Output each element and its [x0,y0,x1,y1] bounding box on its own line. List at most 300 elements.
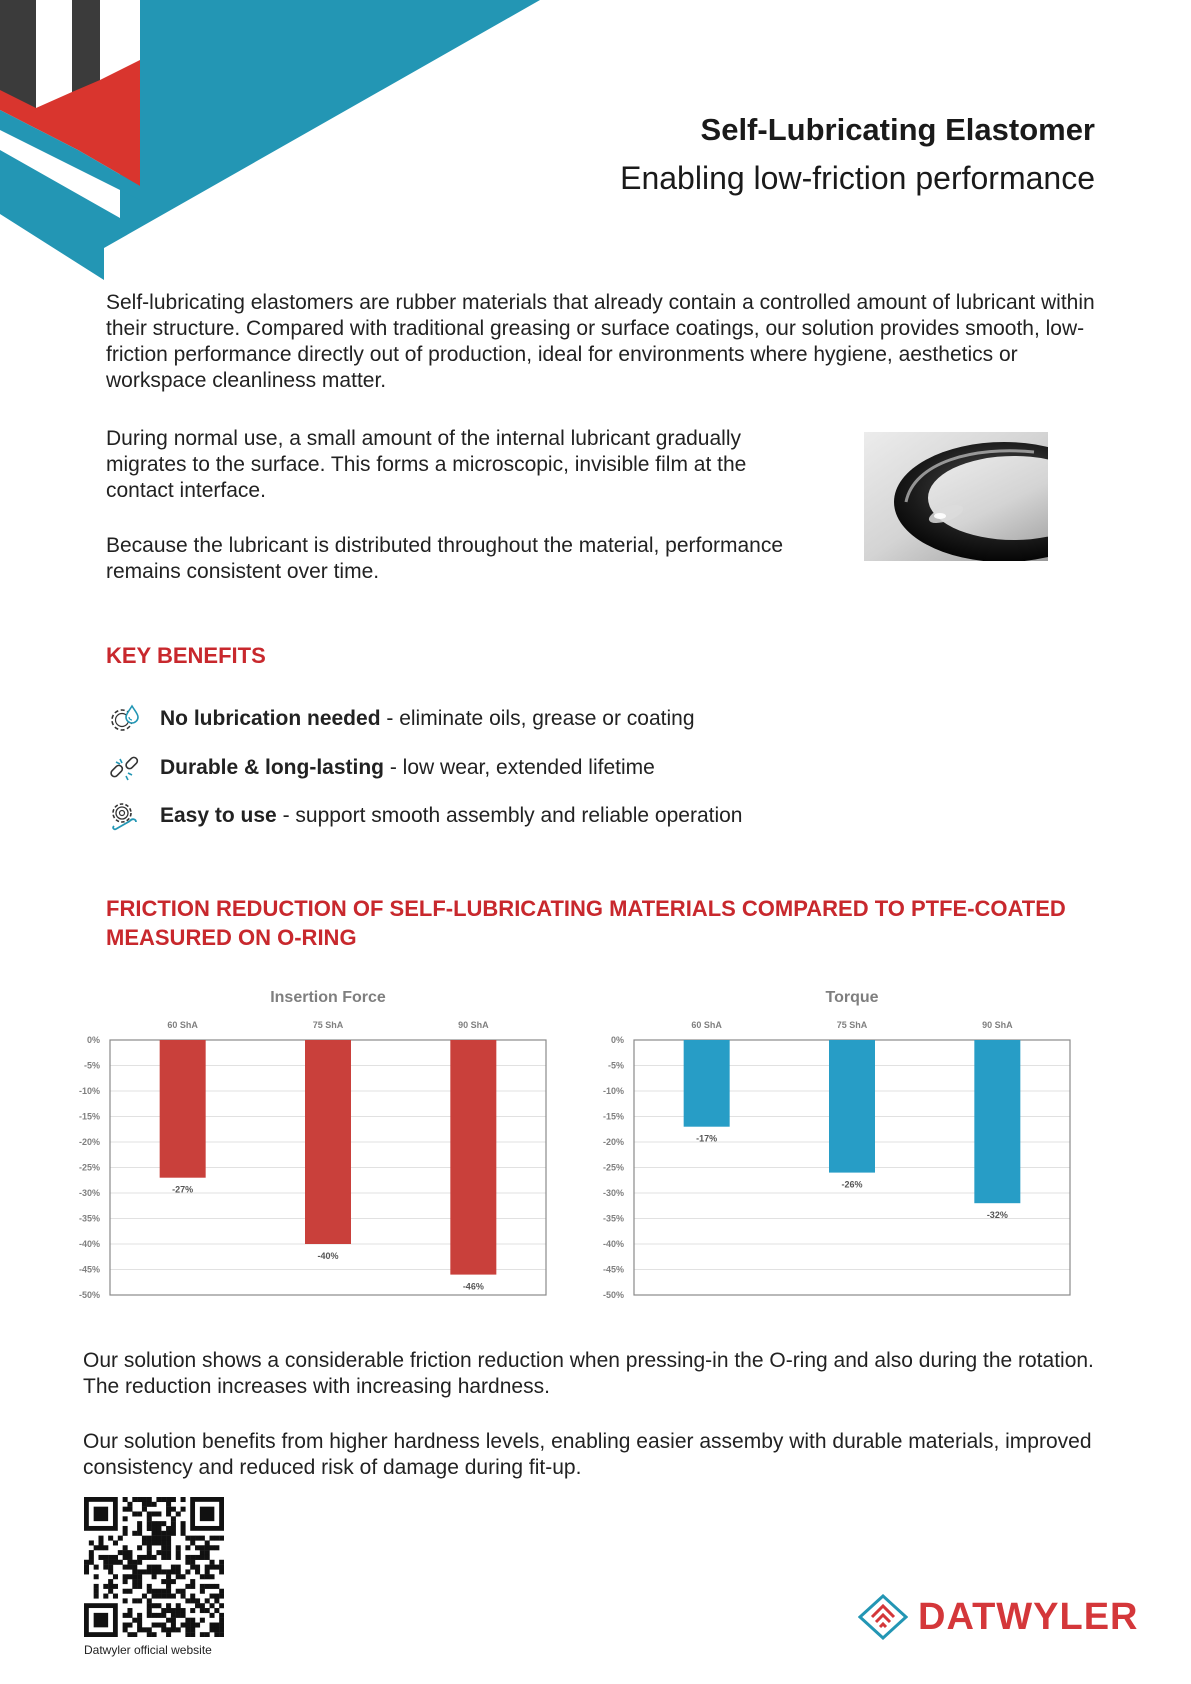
qr-module [156,1521,161,1526]
qr-module [147,1608,152,1613]
qr-module [176,1574,181,1579]
qr-module [185,1560,190,1565]
qr-module [166,1497,171,1502]
y-tick-label: 0% [86,1035,100,1045]
qr-module [152,1511,157,1516]
qr-module [181,1613,186,1618]
qr-module [147,1613,152,1618]
qr-module [152,1531,157,1536]
qr-module [147,1516,152,1521]
qr-module [171,1531,176,1536]
qr-module [156,1569,161,1574]
qr-module [176,1545,181,1550]
qr-module [142,1502,147,1507]
qr-module [123,1497,128,1502]
qr-module [152,1613,157,1618]
qr-module [176,1565,181,1570]
qr-module [171,1521,176,1526]
qr-module [181,1574,186,1579]
qr-module [147,1550,152,1555]
qr-module [137,1623,142,1628]
qr-module [127,1623,132,1628]
qr-module [166,1594,171,1599]
qr-module [166,1579,171,1584]
qr-module [190,1565,195,1570]
consistency-paragraph: Because the lubricant is distributed throughout the material, performance remains consistent over time. [106,534,784,583]
qr-module [113,1574,118,1579]
qr-module [152,1521,157,1526]
qr-module [137,1526,142,1531]
qr-module [89,1560,94,1565]
qr-module [152,1589,157,1594]
qr-module [123,1531,128,1536]
qr-module [156,1589,161,1594]
qr-module [152,1502,157,1507]
qr-module [200,1589,205,1594]
qr-module [137,1613,142,1618]
qr-module [84,1560,89,1565]
qr-module [166,1502,171,1507]
qr-module [214,1584,219,1589]
qr-module [171,1526,176,1531]
qr-module [219,1560,224,1565]
qr-module [156,1526,161,1531]
qr-module [176,1608,181,1613]
qr-module [142,1569,147,1574]
gear-wrench-icon [106,799,144,833]
qr-module [205,1632,210,1637]
qr-module [127,1613,132,1618]
qr-module [137,1545,142,1550]
qr-code[interactable] [84,1497,224,1637]
y-tick-label: -50% [602,1290,624,1300]
qr-module [210,1603,215,1608]
qr-module [89,1555,94,1560]
qr-module [103,1584,108,1589]
qr-module [127,1507,132,1512]
qr-module [171,1623,176,1628]
y-tick-label: -40% [602,1239,624,1249]
qr-module [214,1608,219,1613]
qr-module [137,1497,142,1502]
qr-module [176,1569,181,1574]
qr-module [89,1550,94,1555]
y-tick-label: -5% [607,1060,624,1071]
y-tick-label: 0% [610,1035,624,1045]
logo-text: DATWYLER [918,1595,1139,1638]
qr-module [94,1545,99,1550]
qr-module [147,1603,152,1608]
qr-module [84,1565,89,1570]
bar [684,1040,730,1127]
benefit-title: Easy to use [160,804,277,827]
qr-module [156,1536,161,1541]
qr-module [156,1623,161,1628]
qr-module [137,1521,142,1526]
qr-module [161,1531,166,1536]
qr-module [210,1627,215,1632]
qr-module [98,1555,103,1560]
datwyler-logo [858,1594,1139,1640]
qr-module [123,1589,128,1594]
insertion-force-chart [72,980,602,1320]
qr-module [147,1526,152,1531]
qr-module [113,1584,118,1589]
qr-module [137,1618,142,1623]
qr-module [190,1627,195,1632]
qr-module [190,1555,195,1560]
qr-module [219,1623,224,1628]
qr-module [156,1603,161,1608]
qr-module [195,1623,200,1628]
qr-module [176,1613,181,1618]
qr-module [166,1569,171,1574]
qr-module [137,1569,142,1574]
qr-module [210,1584,215,1589]
qr-module [166,1618,171,1623]
qr-module [190,1594,195,1599]
qr-module [190,1618,195,1623]
qr-module [176,1550,181,1555]
qr-module [161,1627,166,1632]
qr-module [210,1536,215,1541]
qr-module [147,1627,152,1632]
qr-module [147,1555,152,1560]
qr-module [142,1627,147,1632]
qr-module [210,1623,215,1628]
data-label: -27% [172,1184,194,1195]
qr-module [132,1511,137,1516]
qr-module [171,1565,176,1570]
benefit-title: Durable & long-lasting [160,756,385,779]
qr-module [132,1584,137,1589]
qr-module [214,1623,219,1628]
qr-module [166,1608,171,1613]
bar [974,1040,1020,1203]
qr-module [147,1584,152,1589]
qr-module [142,1507,147,1512]
qr-module [147,1521,152,1526]
qr-module [123,1516,128,1521]
torque-chart [596,980,1126,1320]
qr-module [132,1560,137,1565]
qr-module [195,1555,200,1560]
qr-finder-center [200,1507,214,1521]
data-label: -17% [696,1133,718,1144]
y-tick-label: -25% [602,1162,624,1173]
qr-module [127,1608,132,1613]
qr-module [137,1598,142,1603]
benefit-title: No lubrication needed [160,707,381,730]
qr-module [108,1579,113,1584]
qr-module [108,1565,113,1570]
qr-module [161,1569,166,1574]
category-label: 75 ShA [836,1020,868,1030]
qr-module [200,1632,205,1637]
qr-module [214,1536,219,1541]
category-label: 90 ShA [982,1020,1013,1030]
y-tick-label: -20% [78,1137,100,1147]
qr-caption: Datwyler official website [84,1643,212,1657]
qr-module [118,1536,123,1541]
qr-module [108,1555,113,1560]
bar [450,1040,496,1275]
qr-module [142,1555,147,1560]
qr-module [200,1584,205,1589]
qr-module [205,1608,210,1613]
qr-module [94,1574,99,1579]
qr-module [214,1565,219,1570]
qr-module [108,1589,113,1594]
y-tick-label: -10% [602,1086,624,1096]
qr-module [103,1545,108,1550]
qr-module [181,1521,186,1526]
bar [160,1040,206,1178]
qr-module [108,1560,113,1565]
qr-module [171,1618,176,1623]
qr-module [195,1569,200,1574]
qr-module [127,1632,132,1637]
category-label: 60 ShA [691,1020,722,1030]
o-ring-photo [864,432,1048,561]
qr-module [127,1574,132,1579]
qr-module [205,1545,210,1550]
qr-module [161,1545,166,1550]
qr-module [152,1540,157,1545]
qr-module [185,1623,190,1628]
y-tick-label: -30% [602,1188,624,1198]
data-label: -26% [841,1179,863,1190]
qr-module [94,1594,99,1599]
qr-module [98,1545,103,1550]
qr-module [214,1594,219,1599]
qr-module [166,1550,171,1555]
qr-module [185,1555,190,1560]
bar [829,1040,875,1173]
qr-module [113,1560,118,1565]
qr-module [205,1598,210,1603]
qr-module [210,1560,215,1565]
qr-module [156,1497,161,1502]
qr-module [181,1623,186,1628]
qr-module [127,1502,132,1507]
qr-module [176,1511,181,1516]
qr-module [127,1589,132,1594]
qr-module [205,1584,210,1589]
qr-module [161,1550,166,1555]
qr-module [147,1536,152,1541]
y-tick-label: -20% [602,1137,624,1147]
qr-module [152,1574,157,1579]
qr-module [181,1589,186,1594]
qr-module [190,1598,195,1603]
qr-module [123,1545,128,1550]
qr-module [210,1613,215,1618]
qr-module [205,1574,210,1579]
qr-module [219,1632,224,1637]
qr-module [123,1598,128,1603]
qr-module [142,1540,147,1545]
qr-module [137,1584,142,1589]
qr-module [190,1536,195,1541]
qr-module [185,1584,190,1589]
qr-module [123,1565,128,1570]
qr-module [132,1598,137,1603]
qr-module [127,1550,132,1555]
qr-module [219,1589,224,1594]
qr-module [210,1594,215,1599]
qr-module [137,1560,142,1565]
qr-module [185,1536,190,1541]
qr-module [137,1627,142,1632]
y-tick-label: -30% [78,1188,100,1198]
qr-module [84,1569,89,1574]
qr-module [108,1584,113,1589]
qr-module [137,1511,142,1516]
y-tick-label: -35% [602,1213,624,1224]
qr-module [181,1608,186,1613]
benefit-description: - low wear, extended lifetime [384,756,655,779]
qr-module [166,1540,171,1545]
qr-module [132,1579,137,1584]
qr-module [103,1594,108,1599]
y-tick-label: -35% [78,1213,100,1224]
qr-module [219,1536,224,1541]
qr-module [185,1598,190,1603]
qr-module [108,1536,113,1541]
qr-module [219,1569,224,1574]
qr-module [205,1550,210,1555]
qr-module [152,1569,157,1574]
qr-module [132,1569,137,1574]
qr-module [205,1540,210,1545]
qr-module [205,1555,210,1560]
qr-module [210,1545,215,1550]
qr-module [103,1565,108,1570]
qr-module [156,1531,161,1536]
qr-module [171,1579,176,1584]
qr-module [123,1627,128,1632]
qr-module [156,1540,161,1545]
qr-module [156,1613,161,1618]
qr-module [205,1569,210,1574]
y-tick-label: -25% [78,1162,100,1173]
qr-module [181,1507,186,1512]
qr-module [161,1540,166,1545]
qr-module [190,1560,195,1565]
qr-module [123,1507,128,1512]
qr-module [171,1608,176,1613]
qr-module [171,1569,176,1574]
qr-module [152,1526,157,1531]
qr-module [123,1623,128,1628]
qr-module [103,1560,108,1565]
qr-module [200,1536,205,1541]
qr-module [205,1565,210,1570]
qr-module [156,1550,161,1555]
qr-module [147,1632,152,1637]
qr-module [147,1511,152,1516]
qr-module [152,1632,157,1637]
qr-module [132,1531,137,1536]
qr-module [103,1555,108,1560]
qr-module [195,1545,200,1550]
qr-module [152,1536,157,1541]
qr-module [181,1531,186,1536]
droplet-gear-icon [106,702,144,736]
qr-module [214,1632,219,1637]
qr-module [147,1540,152,1545]
qr-module [219,1603,224,1608]
qr-module [123,1574,128,1579]
page-title: Self-Lubricating Elastomer [700,112,1095,147]
qr-module [166,1589,171,1594]
qr-module [123,1550,128,1555]
qr-module [190,1540,195,1545]
qr-module [89,1540,94,1545]
qr-finder-center [94,1507,108,1521]
broken-link-icon [106,751,144,785]
qr-module [137,1531,142,1536]
qr-module [176,1555,181,1560]
qr-module [171,1497,176,1502]
qr-module [214,1627,219,1632]
qr-module [161,1608,166,1613]
qr-module [200,1550,205,1555]
qr-module [190,1584,195,1589]
qr-module [132,1618,137,1623]
key-benefits-heading: KEY BENEFITS [106,643,266,668]
qr-module [214,1545,219,1550]
qr-module [152,1565,157,1570]
qr-module [171,1516,176,1521]
qr-module [181,1526,186,1531]
page-subtitle: Enabling low-friction performance [620,160,1095,196]
qr-module [195,1536,200,1541]
qr-module [137,1555,142,1560]
qr-module [147,1589,152,1594]
qr-module [161,1579,166,1584]
qr-module [161,1497,166,1502]
qr-module [219,1565,224,1570]
qr-module [98,1536,103,1541]
qr-module [127,1555,132,1560]
qr-module [185,1632,190,1637]
y-tick-label: -50% [78,1290,100,1300]
qr-module [98,1540,103,1545]
qr-module [161,1521,166,1526]
chart-title: Insertion Force [270,989,386,1006]
benefit-description: - support smooth assembly and reliable operation [276,804,743,827]
qr-module [166,1545,171,1550]
qr-module [214,1598,219,1603]
qr-module [156,1594,161,1599]
y-tick-label: -45% [78,1264,100,1275]
intro-paragraph: Self-lubricating elastomers are rubber materials that already contain a controlled amount of lubricant within their structure. Compared with traditional greasing or surface coatings, our solution provides smooth, low-friction performance directly out of production, ideal for environments where hygiene, aesthetics or workspace cleanliness matter. [106,291,1095,392]
qr-module [156,1511,161,1516]
qr-module [195,1598,200,1603]
qr-module [127,1565,132,1570]
benefit-item [106,799,743,833]
qr-module [166,1536,171,1541]
qr-module [94,1584,99,1589]
qr-module [200,1608,205,1613]
qr-module [190,1632,195,1637]
qr-module [166,1574,171,1579]
qr-module [171,1613,176,1618]
qr-module [123,1555,128,1560]
y-tick-label: -5% [83,1060,100,1071]
